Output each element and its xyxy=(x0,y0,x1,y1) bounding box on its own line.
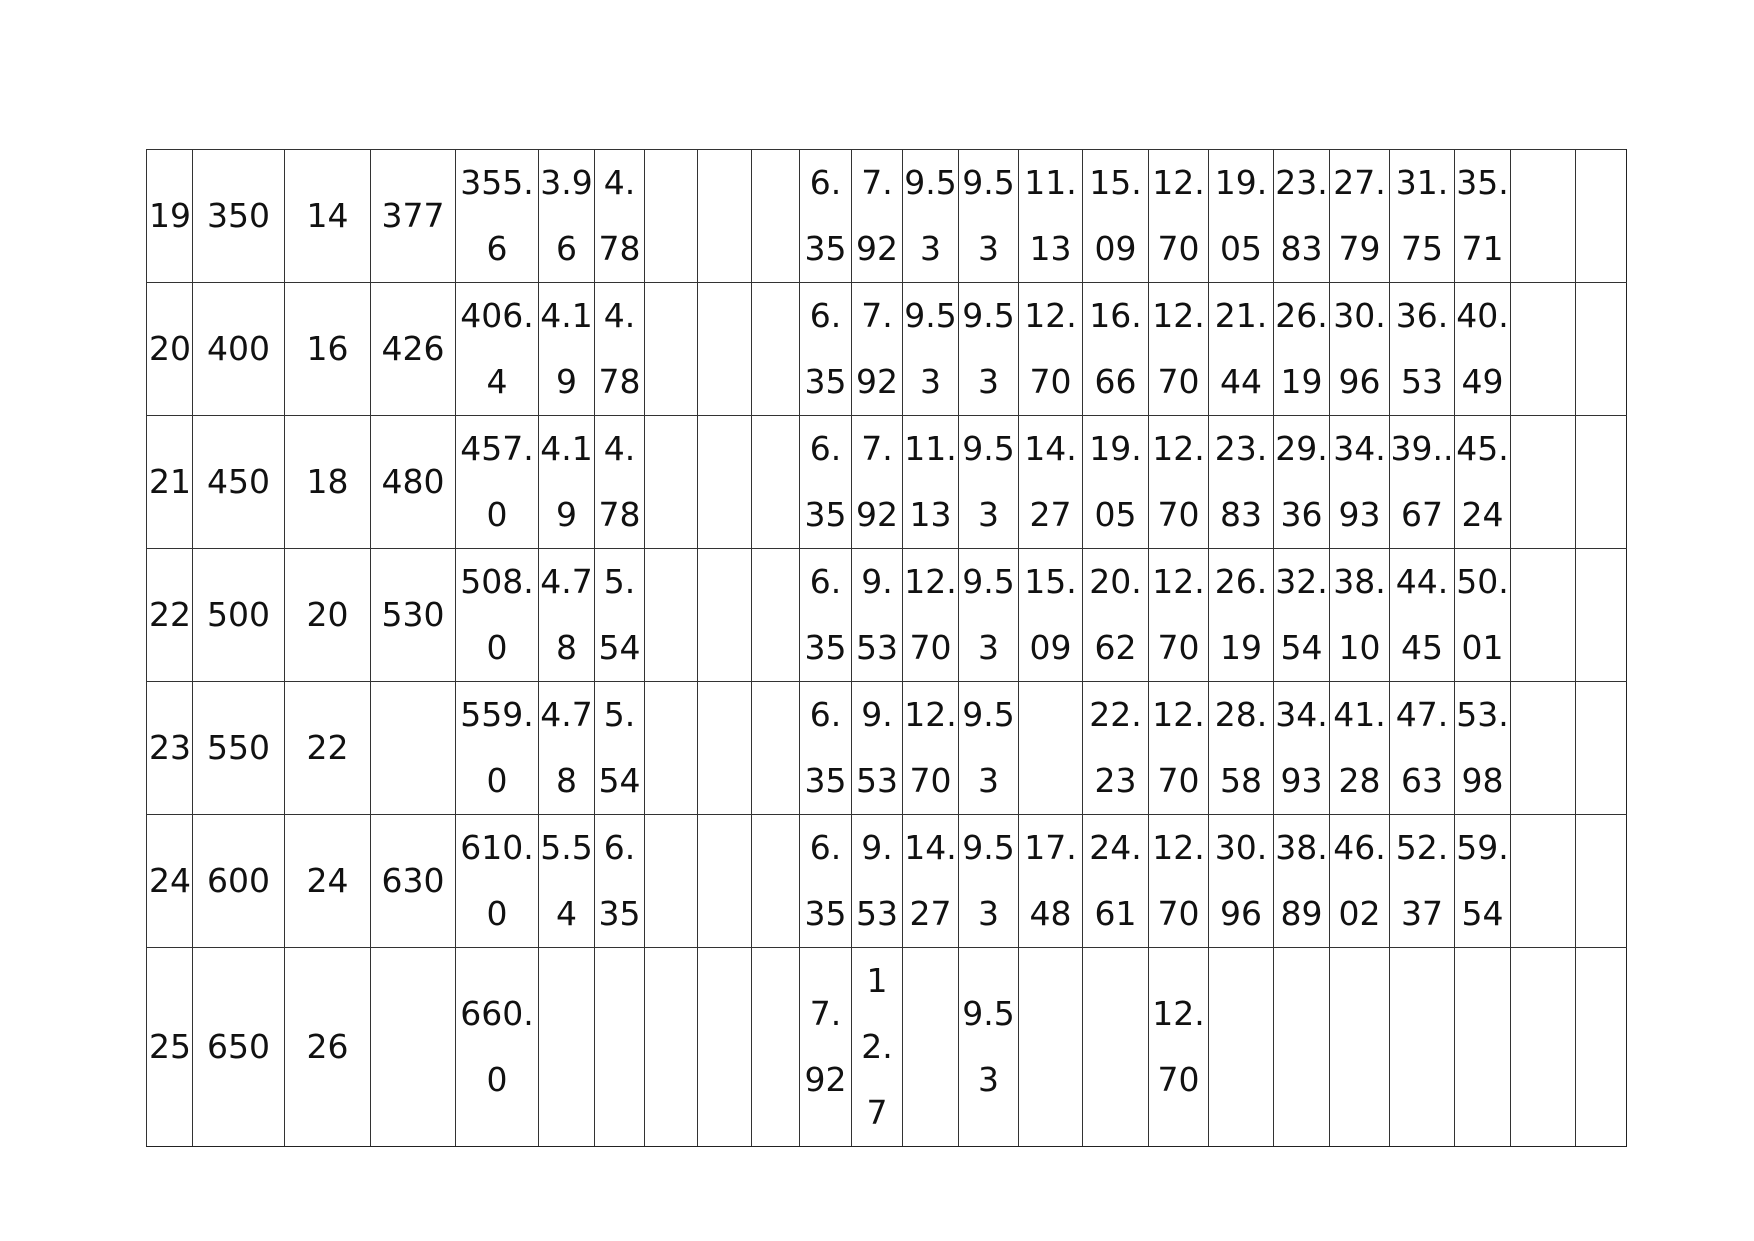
table-cell: 50.01 xyxy=(1455,549,1511,682)
table-cell: 377 xyxy=(371,150,456,283)
table-cell: 650 xyxy=(193,948,285,1147)
table-cell xyxy=(903,948,959,1147)
table-cell xyxy=(1511,549,1576,682)
table-cell: 9.53 xyxy=(959,416,1019,549)
table-cell: 4.78 xyxy=(595,416,645,549)
table-cell: 27.79 xyxy=(1330,150,1390,283)
table-cell: 22 xyxy=(285,682,371,815)
table-cell: 4.78 xyxy=(595,150,645,283)
table-cell: 12.7 xyxy=(852,948,903,1147)
table-cell xyxy=(698,948,752,1147)
pipe-dimension-table xyxy=(146,149,1627,1147)
table-cell: 34.93 xyxy=(1274,682,1330,815)
table-cell: 9.53 xyxy=(852,549,903,682)
table-cell: 16 xyxy=(285,283,371,416)
table-cell: 22.23 xyxy=(1083,682,1149,815)
table-cell: 41.28 xyxy=(1330,682,1390,815)
table-cell: 21.44 xyxy=(1209,283,1274,416)
table-cell: 26.19 xyxy=(1209,549,1274,682)
table-cell: 24 xyxy=(285,815,371,948)
table-cell: 508.0 xyxy=(456,549,539,682)
table-cell: 15.09 xyxy=(1083,150,1149,283)
table-cell: 7.92 xyxy=(852,150,903,283)
table-cell xyxy=(752,416,800,549)
table-cell: 610.0 xyxy=(456,815,539,948)
table-cell: 530 xyxy=(371,549,456,682)
table-cell xyxy=(1576,948,1627,1147)
table-cell xyxy=(752,815,800,948)
table-cell: 38.10 xyxy=(1330,549,1390,682)
table-cell: 400 xyxy=(193,283,285,416)
table-cell xyxy=(1511,682,1576,815)
table-cell: 25 xyxy=(147,948,193,1147)
table-cell: 20 xyxy=(285,549,371,682)
table-cell xyxy=(1455,948,1511,1147)
table-cell: 9.53 xyxy=(959,150,1019,283)
table-cell: 9.53 xyxy=(959,549,1019,682)
table-cell: 21 xyxy=(147,416,193,549)
table-cell: 17.48 xyxy=(1019,815,1083,948)
table-cell xyxy=(698,549,752,682)
table-cell: 31.75 xyxy=(1390,150,1455,283)
table-cell: 20.62 xyxy=(1083,549,1149,682)
table-cell: 457.0 xyxy=(456,416,539,549)
table-cell: 5.54 xyxy=(595,682,645,815)
table-cell: 12.70 xyxy=(1149,815,1209,948)
table-cell: 22 xyxy=(147,549,193,682)
table-cell: 39..67 xyxy=(1390,416,1455,549)
table-cell: 4.78 xyxy=(595,283,645,416)
table-cell: 9.53 xyxy=(903,283,959,416)
table-cell: 35.71 xyxy=(1455,150,1511,283)
table-cell: 32.54 xyxy=(1274,549,1330,682)
table-cell xyxy=(1019,682,1083,815)
table-cell: 52.37 xyxy=(1390,815,1455,948)
table-cell xyxy=(1511,283,1576,416)
table-cell: 9.53 xyxy=(959,682,1019,815)
table-cell: 12.70 xyxy=(1149,948,1209,1147)
table-cell: 550 xyxy=(193,682,285,815)
table-cell: 9.53 xyxy=(852,815,903,948)
table-cell xyxy=(752,549,800,682)
table-cell: 426 xyxy=(371,283,456,416)
table-cell: 12.70 xyxy=(1149,549,1209,682)
table-cell xyxy=(371,682,456,815)
table-cell xyxy=(1576,815,1627,948)
table-row xyxy=(147,682,1627,815)
table-cell: 9.53 xyxy=(959,815,1019,948)
table-cell: 6.35 xyxy=(595,815,645,948)
table-cell: 559.0 xyxy=(456,682,539,815)
table-cell xyxy=(1576,682,1627,815)
table-cell: 406.4 xyxy=(456,283,539,416)
table-cell: 350 xyxy=(193,150,285,283)
table-cell: 23.83 xyxy=(1274,150,1330,283)
table-cell xyxy=(645,815,698,948)
table-cell xyxy=(1511,948,1576,1147)
table-cell: 40.49 xyxy=(1455,283,1511,416)
table-cell xyxy=(595,948,645,1147)
table-cell: 30.96 xyxy=(1330,283,1390,416)
table-row xyxy=(147,416,1627,549)
table-cell: 4.19 xyxy=(539,283,595,416)
table-cell xyxy=(1511,150,1576,283)
table-cell: 23.83 xyxy=(1209,416,1274,549)
table-cell xyxy=(1576,549,1627,682)
table-cell: 19.05 xyxy=(1209,150,1274,283)
table-row xyxy=(147,283,1627,416)
table-row xyxy=(147,549,1627,682)
table-cell xyxy=(752,283,800,416)
table-row xyxy=(147,948,1627,1147)
table-cell xyxy=(752,150,800,283)
table-cell: 14.27 xyxy=(1019,416,1083,549)
table-cell: 7.92 xyxy=(852,283,903,416)
table-cell: 45.24 xyxy=(1455,416,1511,549)
table-cell: 24.61 xyxy=(1083,815,1149,948)
table-cell: 26 xyxy=(285,948,371,1147)
table-cell: 6.35 xyxy=(800,815,852,948)
table-cell: 4.78 xyxy=(539,682,595,815)
table-cell: 36.53 xyxy=(1390,283,1455,416)
table-cell xyxy=(698,682,752,815)
table-cell xyxy=(1511,815,1576,948)
table-cell: 12.70 xyxy=(1149,150,1209,283)
table-cell: 3.96 xyxy=(539,150,595,283)
table-cell: 5.54 xyxy=(595,549,645,682)
table-cell: 4.19 xyxy=(539,416,595,549)
table-cell xyxy=(1209,948,1274,1147)
table-cell: 12.70 xyxy=(1149,682,1209,815)
table-cell: 12.70 xyxy=(1149,416,1209,549)
table-row xyxy=(147,815,1627,948)
table-cell: 4.78 xyxy=(539,549,595,682)
table-cell: 9.53 xyxy=(903,150,959,283)
table-row xyxy=(147,150,1627,283)
table-cell: 630 xyxy=(371,815,456,948)
table-cell xyxy=(645,549,698,682)
table-cell: 11.13 xyxy=(903,416,959,549)
table-cell: 14 xyxy=(285,150,371,283)
table-cell: 11.13 xyxy=(1019,150,1083,283)
table-cell xyxy=(698,815,752,948)
table-cell xyxy=(698,416,752,549)
table-cell: 24 xyxy=(147,815,193,948)
table-cell: 6.35 xyxy=(800,549,852,682)
table-cell xyxy=(371,948,456,1147)
table-cell xyxy=(1576,416,1627,549)
table-cell: 450 xyxy=(193,416,285,549)
table-cell xyxy=(645,948,698,1147)
table-cell xyxy=(1390,948,1455,1147)
table-cell: 12.70 xyxy=(1149,283,1209,416)
table-cell: 29.36 xyxy=(1274,416,1330,549)
table-cell: 6.35 xyxy=(800,150,852,283)
table-cell: 26.19 xyxy=(1274,283,1330,416)
table-cell: 53.98 xyxy=(1455,682,1511,815)
table-cell: 59.54 xyxy=(1455,815,1511,948)
table-cell xyxy=(1576,150,1627,283)
table-cell xyxy=(645,283,698,416)
table-cell xyxy=(752,948,800,1147)
table-cell xyxy=(1019,948,1083,1147)
table-cell: 12.70 xyxy=(903,682,959,815)
table-cell: 6.35 xyxy=(800,416,852,549)
table-body xyxy=(147,150,1627,1147)
table-cell: 12.70 xyxy=(903,549,959,682)
table-cell: 28.58 xyxy=(1209,682,1274,815)
table-cell: 14.27 xyxy=(903,815,959,948)
table-cell: 47.63 xyxy=(1390,682,1455,815)
table-cell: 12.70 xyxy=(1019,283,1083,416)
table-cell: 500 xyxy=(193,549,285,682)
table-cell: 44.45 xyxy=(1390,549,1455,682)
table-cell: 9.53 xyxy=(852,682,903,815)
table-cell xyxy=(645,416,698,549)
table-cell: 46.02 xyxy=(1330,815,1390,948)
table-cell: 6.35 xyxy=(800,682,852,815)
table-cell: 7.92 xyxy=(852,416,903,549)
table-cell xyxy=(698,150,752,283)
table-cell xyxy=(645,150,698,283)
table-cell: 30.96 xyxy=(1209,815,1274,948)
table-cell: 19.05 xyxy=(1083,416,1149,549)
table-cell xyxy=(1083,948,1149,1147)
table-cell: 34.93 xyxy=(1330,416,1390,549)
table-cell: 9.53 xyxy=(959,283,1019,416)
table-cell xyxy=(698,283,752,416)
table-cell: 19 xyxy=(147,150,193,283)
table-cell xyxy=(752,682,800,815)
table-cell xyxy=(1330,948,1390,1147)
table-cell: 20 xyxy=(147,283,193,416)
table-cell xyxy=(1511,416,1576,549)
table-cell xyxy=(1576,283,1627,416)
table-cell: 7.92 xyxy=(800,948,852,1147)
table-cell xyxy=(539,948,595,1147)
table-cell: 18 xyxy=(285,416,371,549)
table-cell: 16.66 xyxy=(1083,283,1149,416)
table-cell xyxy=(645,682,698,815)
table-cell: 38.89 xyxy=(1274,815,1330,948)
table-cell: 480 xyxy=(371,416,456,549)
table-cell: 600 xyxy=(193,815,285,948)
table-cell: 6.35 xyxy=(800,283,852,416)
table-cell: 15.09 xyxy=(1019,549,1083,682)
table-cell: 355.6 xyxy=(456,150,539,283)
table-cell xyxy=(1274,948,1330,1147)
table-cell: 5.54 xyxy=(539,815,595,948)
table-cell: 9.53 xyxy=(959,948,1019,1147)
table-cell: 23 xyxy=(147,682,193,815)
table-cell: 660.0 xyxy=(456,948,539,1147)
